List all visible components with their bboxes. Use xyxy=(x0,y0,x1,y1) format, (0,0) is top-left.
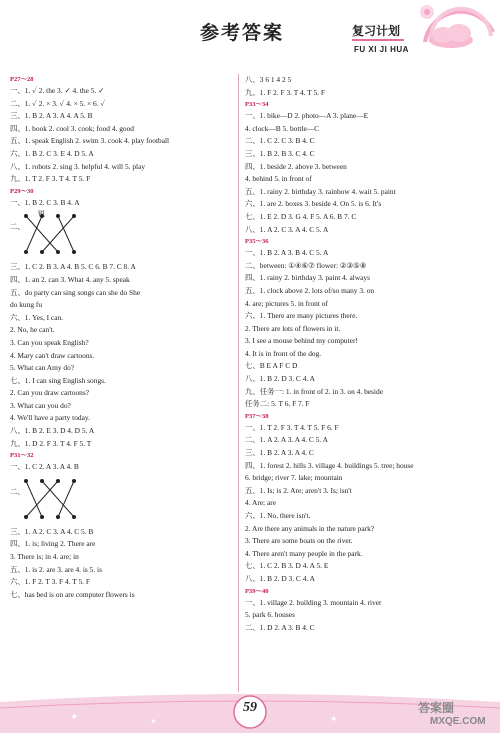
answer-line: 4. Are; are xyxy=(245,498,276,508)
answer-line: 5. What can Amy do? xyxy=(10,363,75,373)
page-number: 59 xyxy=(243,700,257,715)
matching-lines-diagram xyxy=(20,211,82,257)
page-range-label: P35～36 xyxy=(245,238,269,246)
watermark-logo: 答案圈 xyxy=(418,701,455,715)
answer-line: 四、1. is; living 2. There are xyxy=(10,539,96,549)
answer-line: 一、1. bike—D 2. photo—A 3. plane—E xyxy=(245,111,369,121)
answer-line: 八、1. robots 2. sing 3. helpful 4. will 5. play xyxy=(10,161,146,171)
matching-lines-diagram xyxy=(20,476,82,522)
answer-line: 一、1. ✓ 2. the 3. ✓ 4. the 5. ✓ xyxy=(10,86,105,95)
answer-line: 九、任务一: 1. in front of 2. in 3. on 4. beside xyxy=(245,386,383,396)
page-range-label: P31～32 xyxy=(10,452,34,460)
answer-line: 二、between: ①④⑥⑦ flower: ②③⑤⑧ xyxy=(245,260,367,270)
answer-line: 二、1. C 2. C 3. B 4. C xyxy=(245,136,315,146)
answer-line: 任务二: 5. T 6. F 7. F xyxy=(245,399,310,409)
answer-line: 五、1. speak English 2. swim 3. cook 4. play football xyxy=(10,136,170,146)
answer-line: 三、1. C 2. B 3. A 4. B 5. C 6. B 7. C 8. A xyxy=(10,262,136,272)
column-divider xyxy=(238,74,239,692)
answer-line: 6. bridge; river 7. lake; mountain xyxy=(245,473,343,483)
page-range-label: P37～38 xyxy=(245,412,269,420)
answer-line: 一、1. B 2. C 3. B 4. A xyxy=(10,197,80,207)
answer-line: 一、1. village 2. building 3. mountain 4. river xyxy=(245,597,382,607)
answer-line: 五、1. clock above 2. lots of/so many 3. on xyxy=(245,285,375,295)
answer-line: 四、1. rainy 2. birthday 3. paint 4. always xyxy=(245,273,371,283)
badge-underline xyxy=(352,39,404,41)
answer-line: 二、 xyxy=(10,486,25,496)
answer-line: 2. No, he can't. xyxy=(10,325,55,335)
answer-line: 一、1. C 2. A 3. A 4. B xyxy=(10,462,79,472)
answer-line: 五、1. rainy 2. birthday 3. rainbow 4. wait 5. paint xyxy=(245,186,396,196)
answer-line: 4. clock—B 5. bottle—C xyxy=(245,123,320,133)
answer-line: 四、1. forest 2. hills 3. village 4. buildings 5. tree; house xyxy=(245,460,414,470)
match-line xyxy=(26,216,42,252)
match-note: 锐 xyxy=(38,210,45,219)
answer-line: 六、1. B 2. C 3. E 4. D 5. A xyxy=(10,148,94,158)
answer-line: 二、1. D 2. A 3. B 4. C xyxy=(245,622,315,632)
answer-line: 2. Can you draw cartoons? xyxy=(10,388,90,398)
answer-line: 六、1. are 2. boxes 3. beside 4. On 5. is 6. It's xyxy=(245,199,382,209)
answer-line: 八、3 6 1 4 2 5 xyxy=(245,75,292,84)
answer-line: 五、1. Is; is 2. Are; aren't 3. Is; isn't xyxy=(245,485,352,495)
answer-line: 4. There aren't many people in the park. xyxy=(245,548,363,558)
answer-line: 三、1. B 2. A 3. A 4. C xyxy=(245,448,314,458)
answer-line: 2. There are lots of flowers in it. xyxy=(245,323,341,333)
answer-line: 3. There is; in 4. are; in xyxy=(10,552,79,562)
answer-line: 3. Can you speak English? xyxy=(10,337,89,347)
answer-line: 4. We'll have a party today. xyxy=(10,413,90,423)
left-answer-column xyxy=(10,74,235,601)
page-range-label: P29～30 xyxy=(10,187,34,195)
answer-line: 四、1. beside 2. above 3. between xyxy=(245,161,347,171)
answer-line: 七、1. E 2. D 3. G 4. F 5. A 6. B 7. C xyxy=(245,211,357,221)
matching-answer xyxy=(10,476,235,522)
answer-line: 七、1. I can sing English songs. xyxy=(10,375,106,385)
answer-line: 九、1. F 2. F 3. T 4. T 5. F xyxy=(245,87,325,97)
match-line xyxy=(42,481,74,517)
answer-line: 八、1. B 2. D 3. C 4. A xyxy=(245,374,316,384)
answer-line: 八、1. B 2. E 3. D 4. D 5. A xyxy=(10,426,95,436)
match-line xyxy=(58,481,74,517)
answer-line: 3. There are some boats on the river. xyxy=(245,536,353,546)
answer-line: 一、1. T 2. F 3. T 4. T 5. F 6. F xyxy=(245,422,339,432)
answer-line: 五、do party can sing songs can she do She xyxy=(10,287,141,297)
answer-line: 九、1. D 2. F 3. T 4. F 5. T xyxy=(10,438,92,448)
answer-line: 二、 xyxy=(10,222,25,232)
answer-line: 五、1. is 2. are 3. are 4. is 5. is xyxy=(10,564,102,574)
answer-line: 一、1. B 2. A 3. B 4. C 5. A xyxy=(245,248,329,258)
answer-line: 八、1. B 2. D 3. C 4. A xyxy=(245,573,316,583)
answer-line: 四、1. an 2. can 3. What 4. any 5. speak xyxy=(10,274,130,284)
match-line xyxy=(42,216,74,252)
page-title: 参考答案 xyxy=(200,22,285,44)
right-answer-column xyxy=(245,74,490,634)
answer-line: 七、B E A F C D xyxy=(245,361,298,371)
answer-line: 六、1. F 2. T 3. F 4. T 5. F xyxy=(10,577,90,587)
answer-line: 六、1. No, there isn't. xyxy=(245,511,311,520)
answer-line: 七、has bed is on are computer flowers is xyxy=(10,589,135,599)
answer-line: 4. Mary can't draw cartoons. xyxy=(10,350,95,360)
review-plan-pinyin: FU XI JI HUA xyxy=(354,45,409,54)
match-line xyxy=(26,216,58,252)
svg-text:✦: ✦ xyxy=(150,717,157,726)
answer-line: 4. It is in front of the dog. xyxy=(245,348,322,358)
answer-line: 2. Are there any animals in the nature park? xyxy=(245,523,375,533)
rainbow-cloud-decoration xyxy=(405,2,497,50)
answer-line: do kung fu xyxy=(10,300,43,310)
answer-line: 5. park 6. houses xyxy=(245,610,295,620)
answer-line: 六、1. Yes, I can. xyxy=(10,312,64,322)
answer-line: 三、1. B 2. A 3. A 4. A 5. B xyxy=(10,111,93,121)
match-line xyxy=(26,481,58,517)
answer-line: 八、1. A 2. C 3. A 4. C 5. A xyxy=(245,224,329,234)
answer-line: 二、1. A 2. A 3. A 4. C 5. A xyxy=(245,435,328,445)
answer-line: 三、1. A 2. C 3. A 4. C 5. B xyxy=(10,526,94,536)
page-range-label: P39～40 xyxy=(245,587,269,595)
answer-line: 六、1. There are many pictures there. xyxy=(245,311,358,321)
answer-line: 3. What can you do? xyxy=(10,400,71,410)
page-range-label: P27～28 xyxy=(10,76,34,83)
answer-line: 四、1. book 2. cool 3. cook; food 4. good xyxy=(10,123,134,133)
answer-line: 二、1. ✓ 2. × 3. ✓ 4. × 5. × 6. ✓ xyxy=(10,98,106,108)
answer-line: 4. behind 5. in front of xyxy=(245,174,312,184)
answer-line: 三、1. B 2. B 3. C 4. C xyxy=(245,148,315,158)
svg-text:✦: ✦ xyxy=(330,714,338,724)
svg-text:✦: ✦ xyxy=(70,712,79,723)
match-line xyxy=(58,216,74,252)
watermark-url: MXQE.COM xyxy=(430,716,486,727)
review-plan-badge: 复习计划 xyxy=(352,24,401,38)
matching-answer xyxy=(10,211,235,257)
match-line xyxy=(26,481,42,517)
answer-line: 4. are; pictures 5. in front of xyxy=(245,298,328,308)
answer-line: 3. I see a mouse behind my computer! xyxy=(245,336,358,346)
page-range-label: P33～34 xyxy=(245,101,269,109)
answer-line: 九、1. T 2. F 3. T 4. T 5. F xyxy=(10,174,91,184)
answer-line: 七、1. C 2. B 3. D 4. A 5. E xyxy=(245,561,329,571)
page-header xyxy=(0,0,500,64)
